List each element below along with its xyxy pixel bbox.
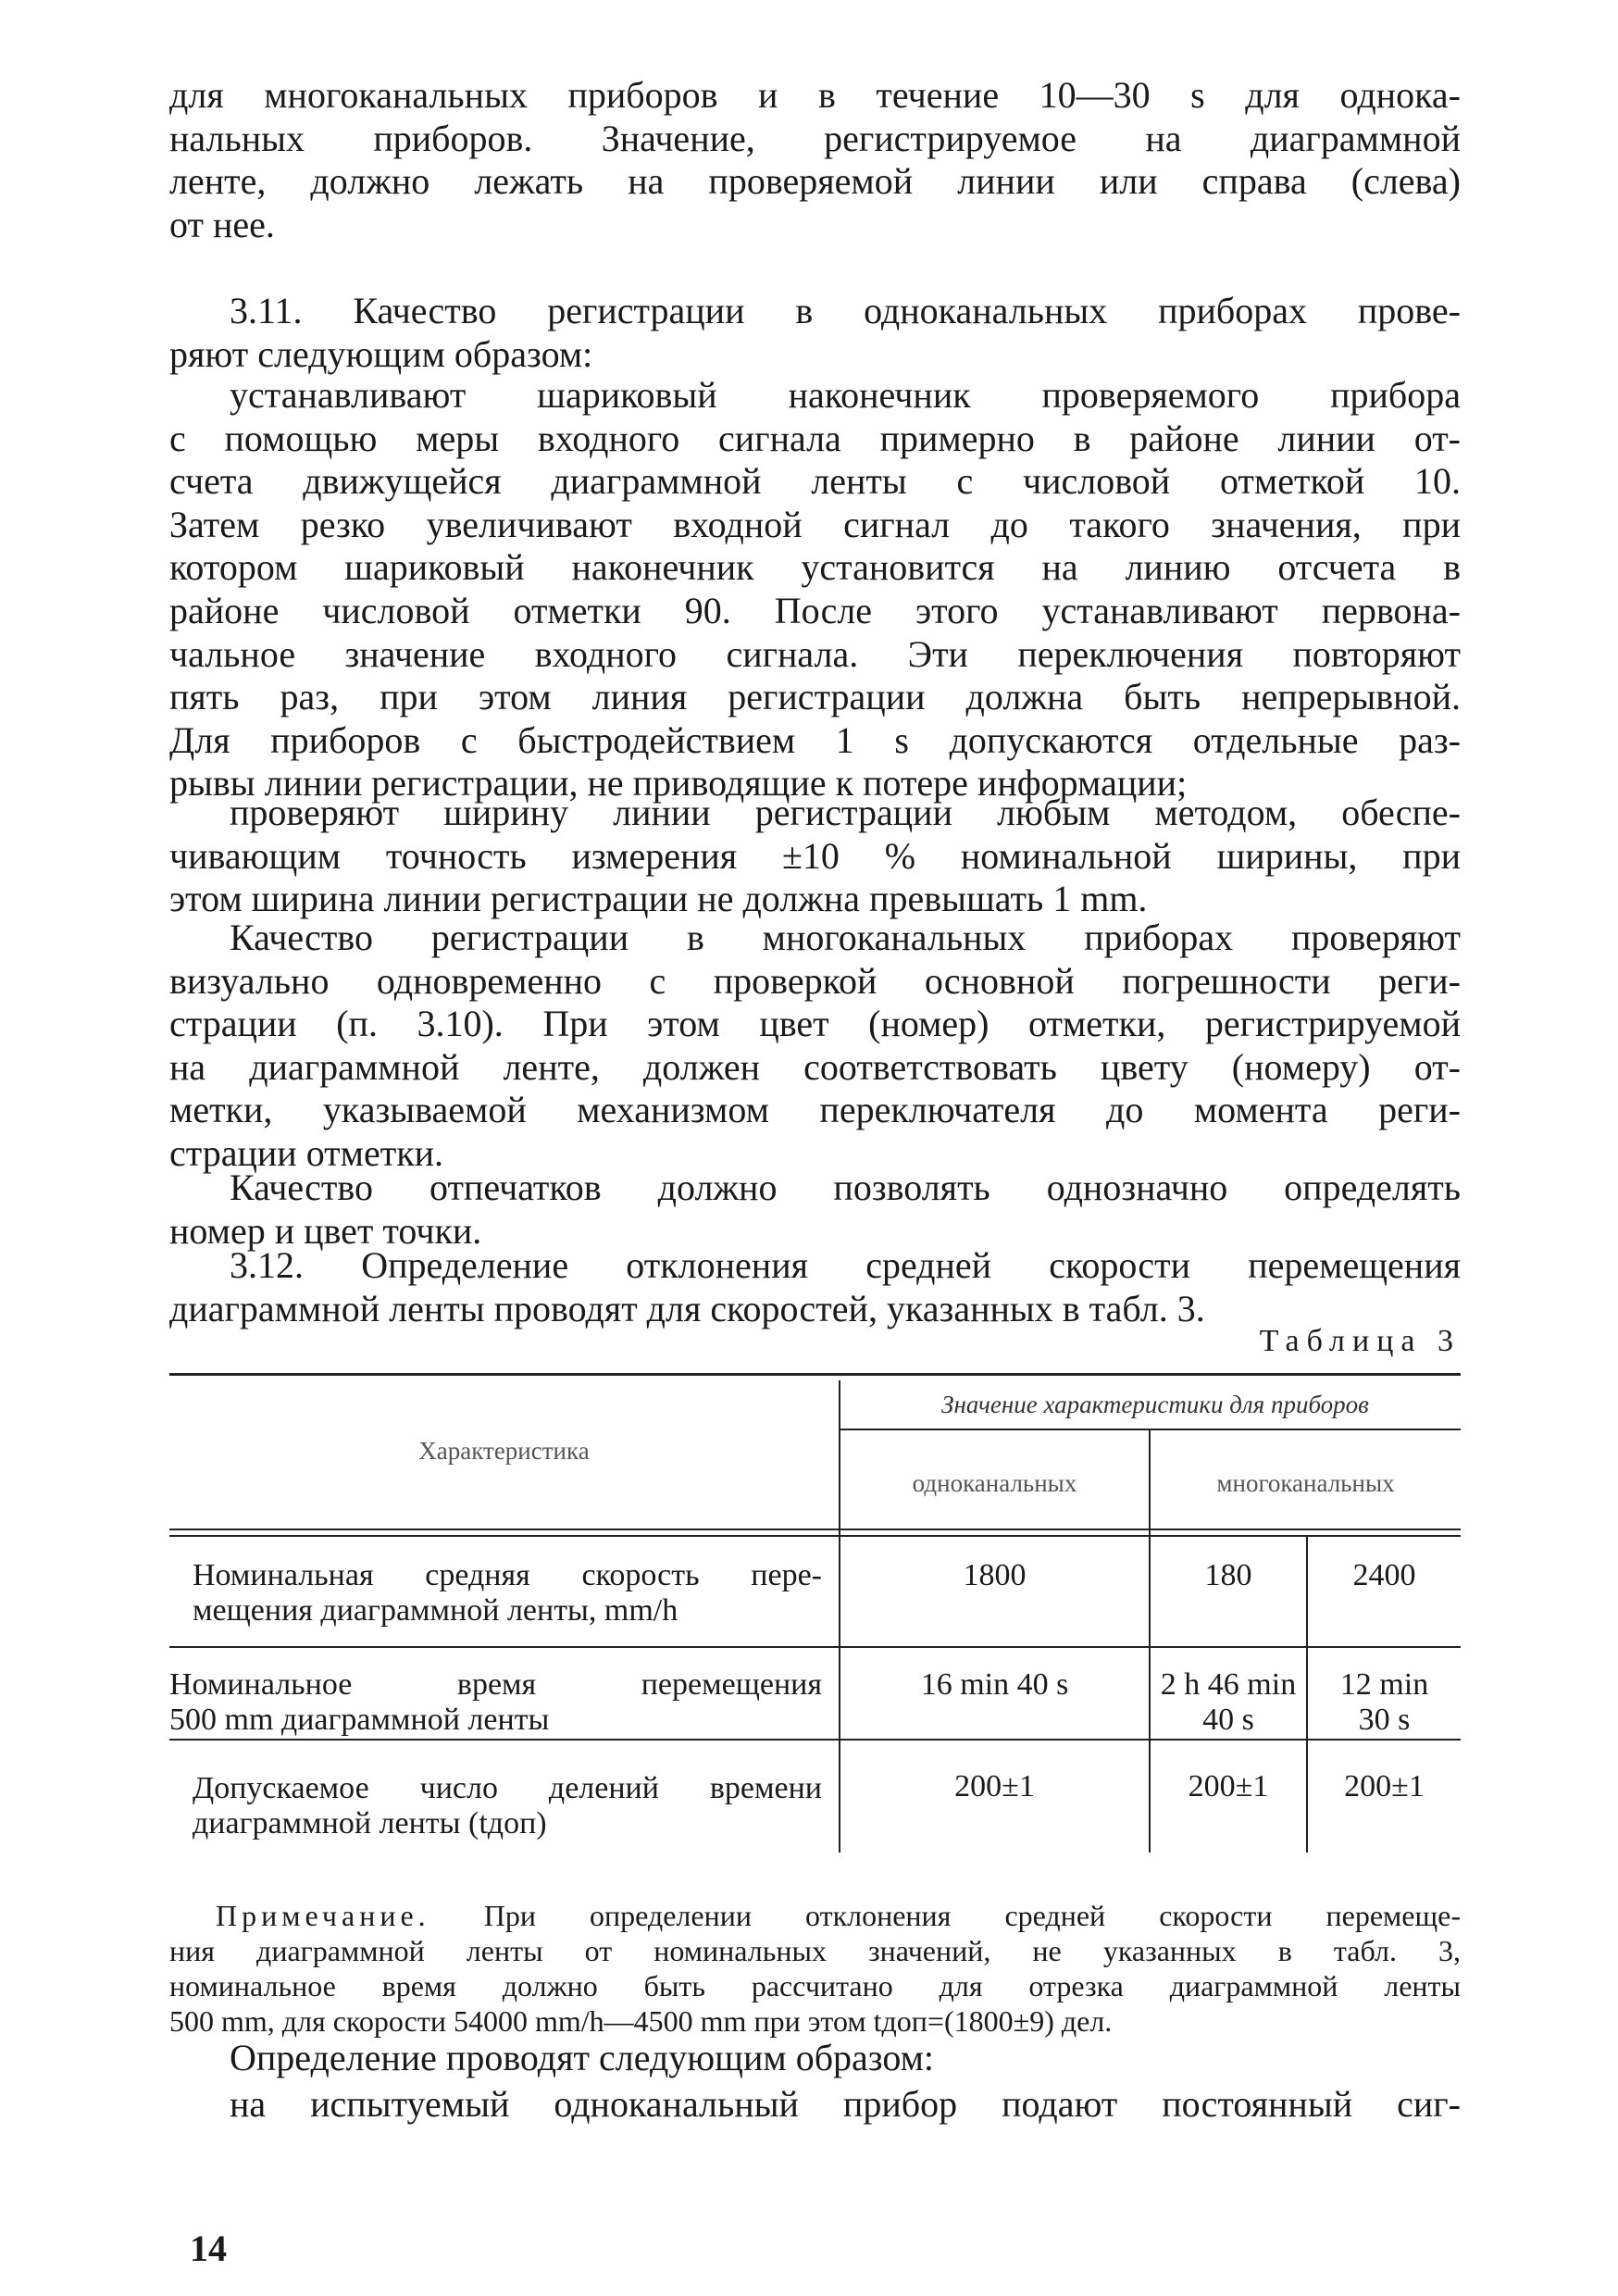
text-line: на диаграммной ленте, должен соответствовать цвету (номеру) от-: [169, 1045, 1461, 1088]
row-1-multi-b: 2400: [1352, 1558, 1416, 1592]
cell-line: 2 h 46 min: [1160, 1667, 1297, 1702]
table-top-rule: [169, 1373, 1461, 1376]
row-1-multi-a: 180: [1204, 1558, 1252, 1592]
header-characteristic: Характеристика: [418, 1437, 590, 1465]
table-header-divider: [840, 1429, 1461, 1430]
paragraph-prints: [169, 1167, 1461, 1253]
header-multi-channel: многоканальных: [1216, 1469, 1395, 1497]
text-line: 3.12. Определение отклонения средней скорости перемещения: [230, 1244, 1461, 1286]
text-line: 3.11. Качество регистрации в одноканальных приборах прове-: [230, 290, 1461, 331]
row-3-single: 200±1: [954, 1769, 1035, 1803]
table-header-rule: [169, 1529, 1461, 1530]
row-3-label: [193, 1771, 822, 1841]
paragraph-signal: [169, 2083, 1461, 2127]
paragraph-3-11: [169, 290, 1461, 376]
row-2-single: 16 min 40 s: [920, 1667, 1069, 1702]
table-caption: Таблица 3: [1259, 1324, 1461, 1358]
text-line: ленте, должно лежать на проверяемой линии или справа (слева): [169, 160, 1461, 203]
text-line: страции отметки.: [169, 1131, 444, 1174]
table-row-rule: [169, 1646, 1461, 1648]
paragraph-3-12: [169, 1244, 1461, 1330]
paragraph-ball-tip: [169, 374, 1461, 805]
row-1-single: 1800: [963, 1558, 1027, 1592]
paragraph-procedure: [169, 2037, 1461, 2080]
table-row-rule: [169, 1739, 1461, 1741]
cell-line: Допускаемое число делений времени: [193, 1771, 822, 1805]
text-line: пять раз, при этом линия регистрации должна быть непрерывной.: [169, 676, 1461, 718]
text-line: визуально одновременно с проверкой основной погрешности реги-: [169, 959, 1461, 1002]
cell-line: Номинальная средняя скорость пере-: [193, 1558, 822, 1592]
note-line: номинальное время должно быть рассчитано для отрезка диаграммной ленты: [169, 1969, 1461, 2003]
text-line: номер и цвет точки.: [169, 1209, 482, 1252]
cell-line: 12 min: [1339, 1667, 1429, 1702]
cell-line: диаграммной ленты (tдоп): [193, 1806, 547, 1841]
text-line: районе числовой отметки 90. После этого устанавливают первона-: [169, 589, 1461, 631]
header-single-channel: одноканальных: [912, 1469, 1077, 1497]
page-number: 14: [190, 2227, 227, 2269]
text-line: для многоканальных приборов и в течение 10—30 s для однока-: [169, 74, 1461, 116]
row-3-multi-a: 200±1: [1188, 1769, 1269, 1803]
row-2-multi-a: [1151, 1667, 1306, 1738]
text-line: Качество отпечатков должно позволять однозначно определять: [230, 1167, 1461, 1208]
text-line: проверяют ширину линии регистрации любым методом, обеспе-: [230, 792, 1461, 833]
note-line: 500 mm, для скорости 54000 mm/h—4500 mm при этом tдоп=(1800±9) дел.: [169, 2004, 1113, 2038]
row-1-label: [193, 1558, 822, 1628]
text-line: Определение проводят следующим образом:: [230, 2037, 935, 2078]
text-line: метки, указываемой механизмом переключателя до момента реги-: [169, 1089, 1461, 1131]
text-line: страции (п. 3.10). При этом цвет (номер) отметки, регистрируемой: [169, 1003, 1461, 1045]
table-header-rule-double: [169, 1535, 1461, 1537]
text-line: этом ширина линии регистрации не должна превышать 1 mm.: [169, 878, 1148, 920]
text-line: нальных приборов. Значение, регистрируемое на диаграммной: [169, 117, 1461, 159]
text-line: рывы линии регистрации, не приводящие к потере информации;: [169, 762, 1188, 805]
paragraph-1: [169, 74, 1461, 246]
row-3-multi-b: 200±1: [1344, 1769, 1425, 1803]
text-line: Затем резко увеличивают входной сигнал до такого значения, при: [169, 503, 1461, 545]
text-line: с помощью меры входного сигнала примерно в районе линии от-: [169, 417, 1461, 459]
text-line: ряют следующим образом:: [169, 332, 593, 375]
text-line: Для приборов с быстродействием 1 s допускаются отдельные раз-: [169, 718, 1461, 761]
cell-line: Номинальное время перемещения: [169, 1667, 822, 1702]
note-line: ния диаграммной ленты от номинальных значений, не указанных в табл. 3,: [169, 1934, 1461, 1967]
cell-line: 500 mm диаграммной ленты: [169, 1703, 550, 1737]
text-line: на испытуемый одноканальный прибор подают постоянный сиг-: [230, 2083, 1461, 2125]
header-group: Значение характеристики для приборов: [941, 1391, 1369, 1418]
cell-line: 30 s: [1358, 1703, 1411, 1737]
note-text: При определении отклонения средней скорости перемеще-: [483, 1899, 1461, 1932]
text-line: счета движущейся диаграммной ленты с числовой отметкой 10.: [169, 460, 1461, 503]
row-2-label: [169, 1667, 822, 1738]
note-line: [216, 1898, 1461, 1933]
text-line: от нее.: [169, 203, 275, 245]
text-line: котором шариковый наконечник установится на линию отсчета в: [169, 546, 1461, 589]
paragraph-line-width: [169, 792, 1461, 921]
table-note: [169, 1898, 1461, 2039]
note-prefix: Примечание.: [216, 1899, 430, 1932]
cell-line: мещения диаграммной ленты, mm/h: [193, 1593, 678, 1628]
text-line: устанавливают шариковый наконечник проверяемого прибора: [230, 374, 1461, 416]
text-line: чивающим точность измерения ±10 % номинальной ширины, при: [169, 834, 1461, 877]
table-3: [169, 1373, 1461, 1859]
row-2-multi-b: [1308, 1667, 1461, 1738]
text-line: чальное значение входного сигнала. Эти переключения повторяют: [169, 632, 1461, 675]
text-line: диаграммной ленты проводят для скоростей, указанных в табл. 3.: [169, 1287, 1205, 1329]
text-line: Качество регистрации в многоканальных приборах проверяют: [230, 917, 1461, 958]
cell-line: 40 s: [1202, 1703, 1254, 1737]
paragraph-multichannel: [169, 917, 1461, 1176]
